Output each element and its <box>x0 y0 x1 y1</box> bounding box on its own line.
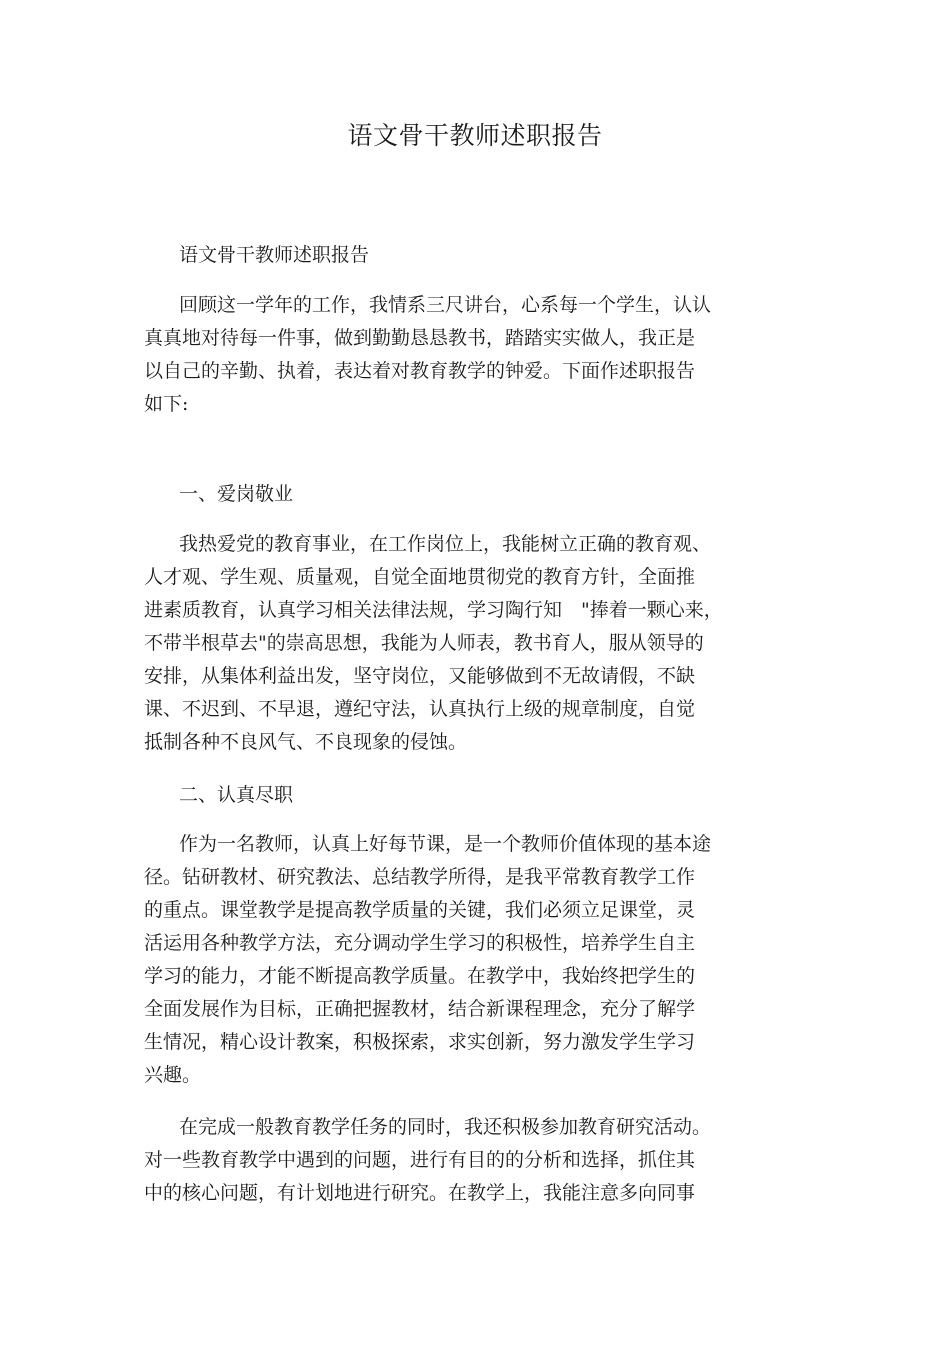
paragraph-diligence <box>144 828 784 1092</box>
paragraph-line: 在完成一般教育教学任务的同时，我还积极参加教育研究活动。 <box>179 1116 712 1138</box>
paragraph-line: 回顾这一学年的工作，我情系三尺讲台，心系每一个学生，认认 <box>179 294 712 316</box>
paragraph-research <box>144 1111 784 1210</box>
paragraph-line: 抵制各种不良风气、不良现象的侵蚀。 <box>144 731 468 753</box>
section-heading-text: 一、爱岗敬业 <box>179 483 294 505</box>
paragraph-line: 真真地对待每一件事，做到勤勤恳恳教书，踏踏实实做人，我正是 <box>144 327 696 349</box>
subtitle-heading <box>144 239 784 272</box>
paragraph-line: 我热爱党的教育事业，在工作岗位上，我能树立正确的教育观、 <box>179 533 712 555</box>
paragraph-line: 对一些教育教学中遇到的问题，进行有目的的分析和选择，抓住其 <box>144 1149 696 1171</box>
section-heading-2 <box>144 779 784 812</box>
paragraph-dedication <box>144 528 784 759</box>
paragraph-line: 以自己的辛勤、执着，表达着对教育教学的钟爱。下面作述职报告 <box>144 360 696 382</box>
paragraph-line: 中的核心问题，有计划地进行研究。在教学上，我能注意多向同事 <box>144 1182 696 1204</box>
paragraph-line: 课、不迟到、不早退，遵纪守法，认真执行上级的规章制度，自觉 <box>144 698 696 720</box>
paragraph-line: 活运用各种教学方法，充分调动学生学习的积极性，培养学生自主 <box>144 932 696 954</box>
paragraph-line: 人才观、学生观、质量观，自觉全面地贯彻党的教育方针，全面推 <box>144 566 696 588</box>
paragraph-line: 不带半根草去"的崇高思想，我能为人师表，教书育人，服从领导的 <box>144 632 704 654</box>
paragraph-line: 的重点。课堂教学是提高教学质量的关键，我们必须立足课堂，灵 <box>144 899 696 921</box>
paragraph-line: 全面发展作为目标，正确把握教材，结合新课程理念，充分了解学 <box>144 998 696 1020</box>
paragraph-line: 作为一名教师，认真上好每节课，是一个教师价值体现的基本途 <box>179 833 712 855</box>
paragraph-line: 进素质教育，认真学习相关法律法规，学习陶行知 "捧着一颗心来， <box>144 599 723 621</box>
document-title: 语文骨干教师述职报告 <box>347 121 603 150</box>
paragraph-line: 径。钻研教材、研究教法、总结教学所得，是我平常教育教学工作 <box>144 866 696 888</box>
paragraph-line: 学习的能力，才能不断提高教学质量。在教学中，我始终把学生的 <box>144 965 696 987</box>
paragraph-line: 兴趣。 <box>144 1064 202 1086</box>
subtitle-line: 语文骨干教师述职报告 <box>179 244 370 266</box>
section-heading-text: 二、认真尽职 <box>179 784 294 806</box>
paragraph-line: 安排，从集体利益出发，坚守岗位，又能够做到不无故请假，不缺 <box>144 665 696 687</box>
section-heading-1 <box>144 478 784 511</box>
paragraph-line: 生情况，精心设计教案，积极探索，求实创新，努力激发学生学习 <box>144 1031 696 1053</box>
paragraph-line: 如下: <box>144 393 189 415</box>
paragraph-intro <box>144 289 784 421</box>
